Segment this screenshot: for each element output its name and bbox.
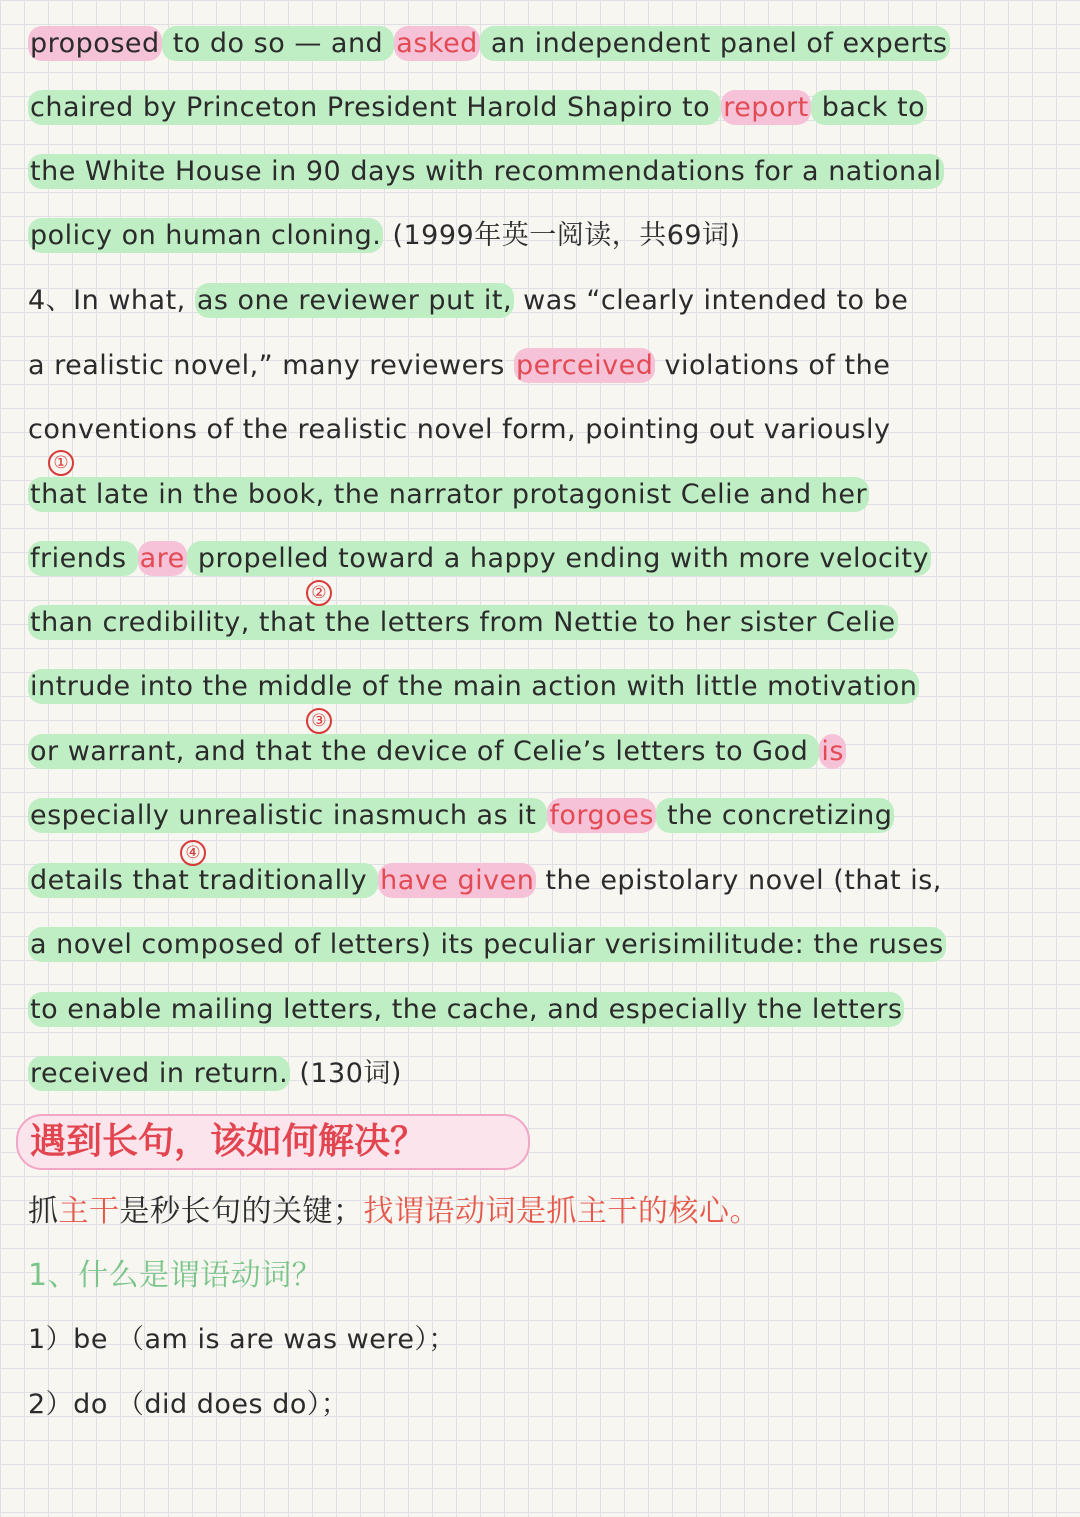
key-sentence	[28, 1192, 760, 1232]
text-line-11	[28, 667, 919, 707]
plain-text: violations of the	[655, 350, 891, 381]
text-line-10	[28, 603, 898, 643]
highlight-green: back to	[812, 92, 926, 123]
plain-text: the epistolary novel (that is,	[536, 865, 942, 896]
plain-text: 4、In what,	[28, 285, 195, 316]
highlight-green: that late in the book, the narrator protagonist Celie and her	[30, 479, 868, 510]
predicate-verb: report	[723, 92, 809, 123]
highlight-green: than credibility, that the letters from Nettie to her sister Celie	[30, 607, 896, 638]
sub-question: 1、什么是谓语动词？	[28, 1258, 323, 1293]
plain-text: a realistic novel,” many reviewers	[28, 350, 514, 381]
highlight-green: to enable mailing letters, the cache, and especially the letters	[30, 994, 903, 1025]
highlight-green: an independent panel of experts	[481, 28, 948, 59]
plain-text: was “clearly intended to be	[514, 285, 909, 316]
text-line-3	[28, 152, 944, 192]
list-item-1: 1）be （am is are was were）；	[28, 1324, 456, 1355]
highlight-green: to do so — and	[163, 28, 393, 59]
highlight-green: the concretizing	[657, 800, 893, 831]
text-line-4	[28, 216, 741, 256]
predicate-verb: is	[821, 736, 844, 767]
predicate-verb: are	[139, 543, 185, 574]
key-sentence-part4: 找谓语动词是抓主干的核心。	[363, 1194, 760, 1229]
circled-number-1: ①	[48, 450, 74, 476]
key-sentence-part1: 抓	[28, 1194, 59, 1229]
question-heading-box	[16, 1114, 530, 1170]
text-line-17	[28, 1054, 402, 1094]
source-note: (1999年英一阅读，共69词)	[383, 220, 741, 251]
predicate-verb: have given	[380, 865, 535, 896]
circled-number-2: ②	[306, 580, 332, 606]
text-line-8	[28, 475, 869, 515]
text-line-2	[28, 88, 927, 128]
predicate-verb: perceived	[515, 350, 654, 381]
text-line-16	[28, 990, 904, 1030]
text-line-15	[28, 925, 946, 965]
circled-number-3: ③	[306, 708, 332, 734]
question-heading: 遇到长句，该如何解决？	[30, 1121, 427, 1162]
list-item-2: 2）do （did does do）；	[28, 1389, 349, 1420]
word-count-note: (130词)	[290, 1058, 402, 1089]
text-line-9	[28, 539, 931, 579]
highlight-green: especially unrealistic inasmuch as it	[30, 800, 546, 831]
highlight-green: chaired by Princeton President Harold Shapiro to	[30, 92, 720, 123]
text-line-12	[28, 732, 846, 772]
text-line-13	[28, 796, 894, 836]
text-line-7	[28, 410, 891, 450]
highlight-green: propelled toward a happy ending with more velocity	[188, 543, 929, 574]
text-line-14	[28, 861, 942, 901]
predicate-verb: forgoes	[549, 800, 654, 831]
highlight-green: policy on human cloning.	[30, 220, 382, 251]
highlight-green: as one reviewer put it,	[196, 285, 513, 316]
circled-number-4: ④	[180, 840, 206, 866]
highlight-pink: proposed	[30, 28, 160, 59]
text-line-1	[28, 24, 950, 64]
plain-text: conventions of the realistic novel form, pointing out variously	[28, 414, 891, 445]
highlight-green: details that traditionally	[30, 865, 377, 896]
highlight-green: a novel composed of letters) its peculiar verisimilitude: the ruses	[30, 929, 944, 960]
predicate-verb: asked	[396, 28, 478, 59]
highlight-green: received in return.	[30, 1058, 289, 1089]
key-sentence-part3: 是秒长句的关键；	[119, 1194, 364, 1229]
highlight-green: or warrant, and that the device of Celie’s letters to God	[30, 736, 818, 767]
highlight-green: friends	[30, 543, 136, 574]
highlight-green: intrude into the middle of the main action with little motivation	[30, 671, 918, 702]
key-sentence-part2: 主干	[58, 1194, 120, 1229]
text-line-5	[28, 281, 908, 321]
text-line-6	[28, 346, 890, 386]
highlight-green: the White House in 90 days with recommendations for a national	[30, 156, 942, 187]
